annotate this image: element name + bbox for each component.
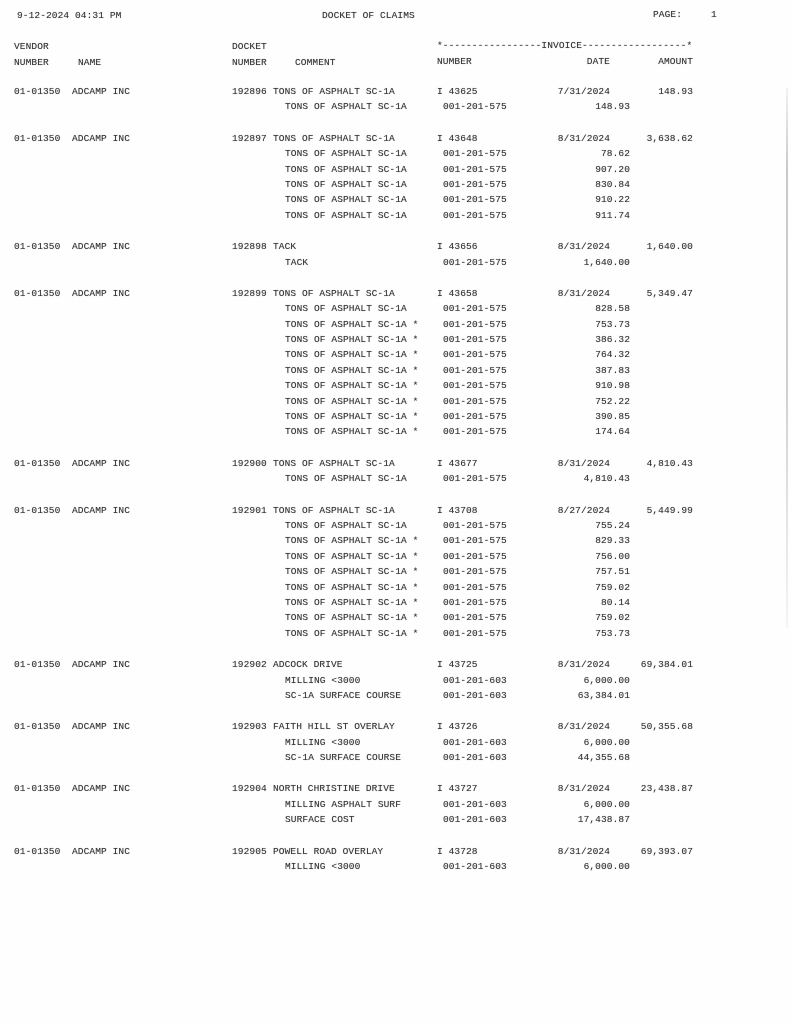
detail-amount: 830.84 — [595, 178, 630, 190]
docket-comment: TONS OF ASPHALT SC-1A — [273, 457, 395, 469]
detail-amount: 907.20 — [595, 163, 630, 175]
docket-number: 192899 — [232, 287, 267, 299]
detail-comment: TONS OF ASPHALT SC-1A * — [285, 535, 419, 547]
invoice-amount: 69,393.07 — [640, 845, 693, 857]
vendor-number: 01-01350 — [14, 783, 61, 795]
account-number: 001-201-575 — [443, 473, 507, 485]
invoice-date: 8/31/2024 — [557, 783, 610, 795]
account-number: 001-201-603 — [443, 814, 507, 826]
vendor-name: ADCAMP INC — [72, 721, 131, 733]
invoice-number: I 43677 — [437, 457, 478, 469]
detail-amount: 759.02 — [595, 612, 630, 624]
detail-amount: 752.22 — [595, 395, 630, 407]
account-number: 001-201-603 — [443, 689, 507, 701]
detail-comment: SURFACE COST — [285, 814, 355, 826]
docket-comment: TACK — [273, 241, 297, 253]
invoice-number: I 43708 — [437, 504, 478, 516]
docket-number: 192898 — [232, 241, 267, 253]
invoice-date: 8/31/2024 — [557, 287, 610, 299]
detail-comment: TONS OF ASPHALT SC-1A — [285, 473, 407, 485]
detail-amount: 764.32 — [595, 349, 630, 361]
claim-detail-line — [0, 612, 791, 627]
account-number: 001-201-575 — [443, 194, 507, 206]
column-header-vendor-number: NUMBER — [14, 57, 49, 68]
vendor-number: 01-01350 — [14, 86, 61, 97]
detail-comment: MILLING <3000 — [285, 861, 361, 873]
claim-detail-line — [0, 349, 791, 364]
account-number: 001-201-575 — [443, 426, 507, 438]
claim-detail-line — [0, 737, 791, 752]
detail-amount: 756.00 — [595, 550, 630, 562]
claim-detail-line — [0, 675, 791, 690]
detail-amount: 78.62 — [600, 148, 630, 160]
invoice-date: 8/31/2024 — [557, 241, 610, 253]
claim-row — [0, 846, 791, 877]
claim-detail-line — [0, 148, 791, 163]
claim-detail-line — [0, 380, 791, 395]
detail-comment: TONS OF ASPHALT SC-1A — [285, 148, 407, 160]
invoice-number: I 43727 — [437, 783, 478, 795]
detail-comment: TONS OF ASPHALT SC-1A * — [285, 395, 419, 407]
docket-comment: TONS OF ASPHALT SC-1A — [273, 287, 395, 299]
detail-amount: 6,000.00 — [583, 674, 630, 686]
invoice-amount: 3,638.62 — [646, 132, 693, 144]
account-number: 001-201-575 — [443, 318, 507, 330]
column-header-vendor-name: NAME — [78, 57, 102, 68]
column-header-invoice-amount: AMOUNT — [658, 56, 693, 67]
account-number: 001-201-575 — [443, 535, 507, 547]
detail-comment: MILLING ASPHALT SURF — [285, 798, 402, 810]
account-number: 001-201-575 — [443, 550, 507, 562]
invoice-number: I 43625 — [437, 86, 478, 97]
claim-row — [0, 505, 791, 644]
account-number: 001-201-603 — [443, 752, 507, 764]
claim-detail-line — [0, 628, 791, 643]
detail-comment: TONS OF ASPHALT SC-1A * — [285, 349, 419, 361]
claim-detail-line — [0, 814, 791, 829]
detail-comment: TONS OF ASPHALT SC-1A — [285, 101, 407, 113]
claim-detail-line — [0, 334, 791, 349]
invoice-amount: 5,349.47 — [646, 287, 693, 299]
vendor-name: ADCAMP INC — [72, 132, 131, 144]
docket-comment: TONS OF ASPHALT SC-1A — [273, 132, 395, 144]
detail-comment: TONS OF ASPHALT SC-1A * — [285, 581, 419, 593]
docket-number: 192905 — [232, 845, 267, 857]
detail-comment: TONS OF ASPHALT SC-1A * — [285, 426, 419, 438]
invoice-date: 8/31/2024 — [557, 457, 610, 469]
claim-main-line — [0, 241, 791, 256]
detail-amount: 757.51 — [595, 566, 630, 578]
invoice-amount: 5,449.99 — [646, 504, 693, 516]
invoice-number: I 43728 — [437, 845, 478, 857]
account-number: 001-201-575 — [443, 303, 507, 315]
claim-row — [0, 241, 791, 272]
claim-main-line — [0, 505, 791, 520]
invoice-date: 8/31/2024 — [557, 845, 610, 857]
claim-main-line — [0, 721, 791, 736]
docket-comment: TONS OF ASPHALT SC-1A — [273, 504, 395, 516]
invoice-amount: 4,810.43 — [646, 457, 693, 469]
docket-number: 192903 — [232, 721, 267, 733]
account-number: 001-201-575 — [443, 256, 507, 268]
vendor-number: 01-01350 — [14, 241, 61, 253]
column-header-invoice-band: *-----------------INVOICE------------------* — [437, 40, 693, 51]
detail-amount: 174.64 — [595, 426, 630, 438]
detail-comment: TONS OF ASPHALT SC-1A — [285, 178, 407, 190]
docket-number: 192900 — [232, 457, 267, 469]
claim-detail-line — [0, 101, 791, 116]
docket-comment: POWELL ROAD OVERLAY — [273, 845, 384, 857]
invoice-number: I 43725 — [437, 659, 478, 671]
claim-row — [0, 721, 791, 767]
docket-comment: NORTH CHRISTINE DRIVE — [273, 783, 395, 795]
invoice-date: 8/31/2024 — [557, 659, 610, 671]
claim-detail-line — [0, 426, 791, 441]
detail-amount: 759.02 — [595, 581, 630, 593]
detail-comment: TONS OF ASPHALT SC-1A * — [285, 334, 419, 346]
account-number: 001-201-575 — [443, 581, 507, 593]
claim-main-line — [0, 288, 791, 303]
claim-detail-line — [0, 396, 791, 411]
docket-comment: ADCOCK DRIVE — [273, 659, 343, 671]
detail-amount: 17,438.87 — [577, 814, 630, 826]
claim-row — [0, 133, 791, 225]
vendor-number: 01-01350 — [14, 721, 61, 733]
detail-amount: 6,000.00 — [583, 736, 630, 748]
account-number: 001-201-603 — [443, 798, 507, 810]
invoice-number: I 43648 — [437, 132, 478, 144]
detail-comment: TONS OF ASPHALT SC-1A * — [285, 612, 419, 624]
claim-row — [0, 783, 791, 829]
detail-amount: 755.24 — [595, 519, 630, 531]
scan-edge-artifact — [786, 88, 788, 628]
account-number: 001-201-575 — [443, 148, 507, 160]
claim-row — [0, 86, 791, 117]
detail-comment: MILLING <3000 — [285, 674, 361, 686]
detail-amount: 828.58 — [595, 303, 630, 315]
account-number: 001-201-603 — [443, 736, 507, 748]
invoice-date: 7/31/2024 — [557, 86, 610, 97]
detail-amount: 753.73 — [595, 627, 630, 639]
detail-comment: TONS OF ASPHALT SC-1A * — [285, 411, 419, 423]
detail-comment: TONS OF ASPHALT SC-1A * — [285, 318, 419, 330]
report-datetime: 9-12-2024 04:31 PM — [17, 10, 122, 21]
claim-main-line — [0, 846, 791, 861]
vendor-number: 01-01350 — [14, 659, 61, 671]
claim-detail-line — [0, 752, 791, 767]
detail-amount: 1,640.00 — [583, 256, 630, 268]
page-number: 1 — [711, 9, 717, 20]
claim-detail-line — [0, 164, 791, 179]
detail-comment: TONS OF ASPHALT SC-1A * — [285, 380, 419, 392]
claim-detail-line — [0, 551, 791, 566]
invoice-amount: 23,438.87 — [640, 783, 693, 795]
detail-comment: TACK — [285, 256, 309, 268]
account-number: 001-201-575 — [443, 627, 507, 639]
vendor-number: 01-01350 — [14, 287, 61, 299]
docket-number: 192896 — [232, 86, 267, 97]
detail-amount: 829.33 — [595, 535, 630, 547]
claim-detail-line — [0, 179, 791, 194]
column-header-docket-number: NUMBER — [232, 57, 267, 68]
detail-amount: 753.73 — [595, 318, 630, 330]
claim-main-line — [0, 133, 791, 148]
detail-amount: 80.14 — [600, 596, 630, 608]
docket-number: 192904 — [232, 783, 267, 795]
docket-comment: TONS OF ASPHALT SC-1A — [273, 86, 395, 97]
account-number: 001-201-575 — [443, 163, 507, 175]
vendor-number: 01-01350 — [14, 457, 61, 469]
detail-comment: TONS OF ASPHALT SC-1A — [285, 519, 407, 531]
account-number: 001-201-575 — [443, 596, 507, 608]
column-header-docket-group: DOCKET — [232, 41, 267, 52]
invoice-date: 8/31/2024 — [557, 721, 610, 733]
claim-main-line — [0, 86, 791, 101]
vendor-number: 01-01350 — [14, 132, 61, 144]
account-number: 001-201-575 — [443, 101, 507, 113]
page-label: PAGE: — [653, 9, 683, 20]
claim-detail-line — [0, 690, 791, 705]
account-number: 001-201-575 — [443, 334, 507, 346]
detail-amount: 387.83 — [595, 364, 630, 376]
account-number: 001-201-575 — [443, 395, 507, 407]
detail-comment: TONS OF ASPHALT SC-1A * — [285, 566, 419, 578]
vendor-name: ADCAMP INC — [72, 659, 131, 671]
detail-amount: 4,810.43 — [583, 473, 630, 485]
detail-amount: 44,355.68 — [577, 752, 630, 764]
detail-amount: 910.98 — [595, 380, 630, 392]
invoice-amount: 50,355.68 — [640, 721, 693, 733]
detail-comment: TONS OF ASPHALT SC-1A * — [285, 596, 419, 608]
invoice-amount: 1,640.00 — [646, 241, 693, 253]
account-number: 001-201-575 — [443, 566, 507, 578]
claim-detail-line — [0, 319, 791, 334]
claim-detail-line — [0, 210, 791, 225]
detail-amount: 390.85 — [595, 411, 630, 423]
detail-comment: SC-1A SURFACE COURSE — [285, 752, 402, 764]
invoice-date: 8/27/2024 — [557, 504, 610, 516]
invoice-number: I 43658 — [437, 287, 478, 299]
detail-comment: TONS OF ASPHALT SC-1A * — [285, 364, 419, 376]
vendor-name: ADCAMP INC — [72, 457, 131, 469]
docket-number: 192902 — [232, 659, 267, 671]
invoice-date: 8/31/2024 — [557, 132, 610, 144]
report-title: DOCKET OF CLAIMS — [322, 10, 415, 21]
detail-comment: SC-1A SURFACE COURSE — [285, 689, 402, 701]
detail-comment: TONS OF ASPHALT SC-1A — [285, 194, 407, 206]
invoice-number: I 43726 — [437, 721, 478, 733]
account-number: 001-201-575 — [443, 411, 507, 423]
claim-detail-line — [0, 799, 791, 814]
docket-number: 192897 — [232, 132, 267, 144]
detail-comment: TONS OF ASPHALT SC-1A — [285, 209, 407, 221]
claim-detail-line — [0, 411, 791, 426]
account-number: 001-201-603 — [443, 674, 507, 686]
claim-detail-line — [0, 535, 791, 550]
vendor-name: ADCAMP INC — [72, 783, 131, 795]
docket-comment: FAITH HILL ST OVERLAY — [273, 721, 395, 733]
vendor-name: ADCAMP INC — [72, 504, 131, 516]
claim-detail-line — [0, 566, 791, 581]
claim-detail-line — [0, 365, 791, 380]
detail-amount: 386.32 — [595, 334, 630, 346]
claim-row — [0, 288, 791, 442]
account-number: 001-201-575 — [443, 364, 507, 376]
account-number: 001-201-603 — [443, 861, 507, 873]
claim-detail-line — [0, 520, 791, 535]
detail-amount: 910.22 — [595, 194, 630, 206]
claim-detail-line — [0, 303, 791, 318]
claim-row — [0, 659, 791, 705]
detail-amount: 63,384.01 — [577, 689, 630, 701]
account-number: 001-201-575 — [443, 178, 507, 190]
vendor-number: 01-01350 — [14, 504, 61, 516]
invoice-amount: 148.93 — [658, 86, 693, 97]
claims-table — [0, 86, 791, 892]
claim-detail-line — [0, 582, 791, 597]
claim-main-line — [0, 458, 791, 473]
claim-detail-line — [0, 194, 791, 209]
claim-detail-line — [0, 257, 791, 272]
claim-detail-line — [0, 473, 791, 488]
claim-detail-line — [0, 861, 791, 876]
detail-comment: TONS OF ASPHALT SC-1A * — [285, 627, 419, 639]
detail-amount: 911.74 — [595, 209, 630, 221]
vendor-name: ADCAMP INC — [72, 845, 131, 857]
column-header-vendor-group: VENDOR — [14, 41, 49, 52]
detail-comment: MILLING <3000 — [285, 736, 361, 748]
account-number: 001-201-575 — [443, 612, 507, 624]
detail-amount: 6,000.00 — [583, 798, 630, 810]
vendor-name: ADCAMP INC — [72, 241, 131, 253]
invoice-amount: 69,384.01 — [640, 659, 693, 671]
vendor-number: 01-01350 — [14, 845, 61, 857]
vendor-name: ADCAMP INC — [72, 287, 131, 299]
detail-comment: TONS OF ASPHALT SC-1A — [285, 163, 407, 175]
account-number: 001-201-575 — [443, 349, 507, 361]
vendor-name: ADCAMP INC — [72, 86, 131, 97]
account-number: 001-201-575 — [443, 209, 507, 221]
column-header-invoice-number: NUMBER — [437, 56, 472, 67]
claim-main-line — [0, 659, 791, 674]
claim-detail-line — [0, 597, 791, 612]
account-number: 001-201-575 — [443, 519, 507, 531]
detail-comment: TONS OF ASPHALT SC-1A * — [285, 550, 419, 562]
detail-amount: 6,000.00 — [583, 861, 630, 873]
claim-row — [0, 458, 791, 489]
column-header-invoice-date: DATE — [586, 56, 610, 67]
account-number: 001-201-575 — [443, 380, 507, 392]
column-header-comment: COMMENT — [295, 57, 336, 68]
docket-number: 192901 — [232, 504, 267, 516]
detail-amount: 148.93 — [595, 101, 630, 113]
claim-main-line — [0, 783, 791, 798]
invoice-number: I 43656 — [437, 241, 478, 253]
detail-comment: TONS OF ASPHALT SC-1A — [285, 303, 407, 315]
